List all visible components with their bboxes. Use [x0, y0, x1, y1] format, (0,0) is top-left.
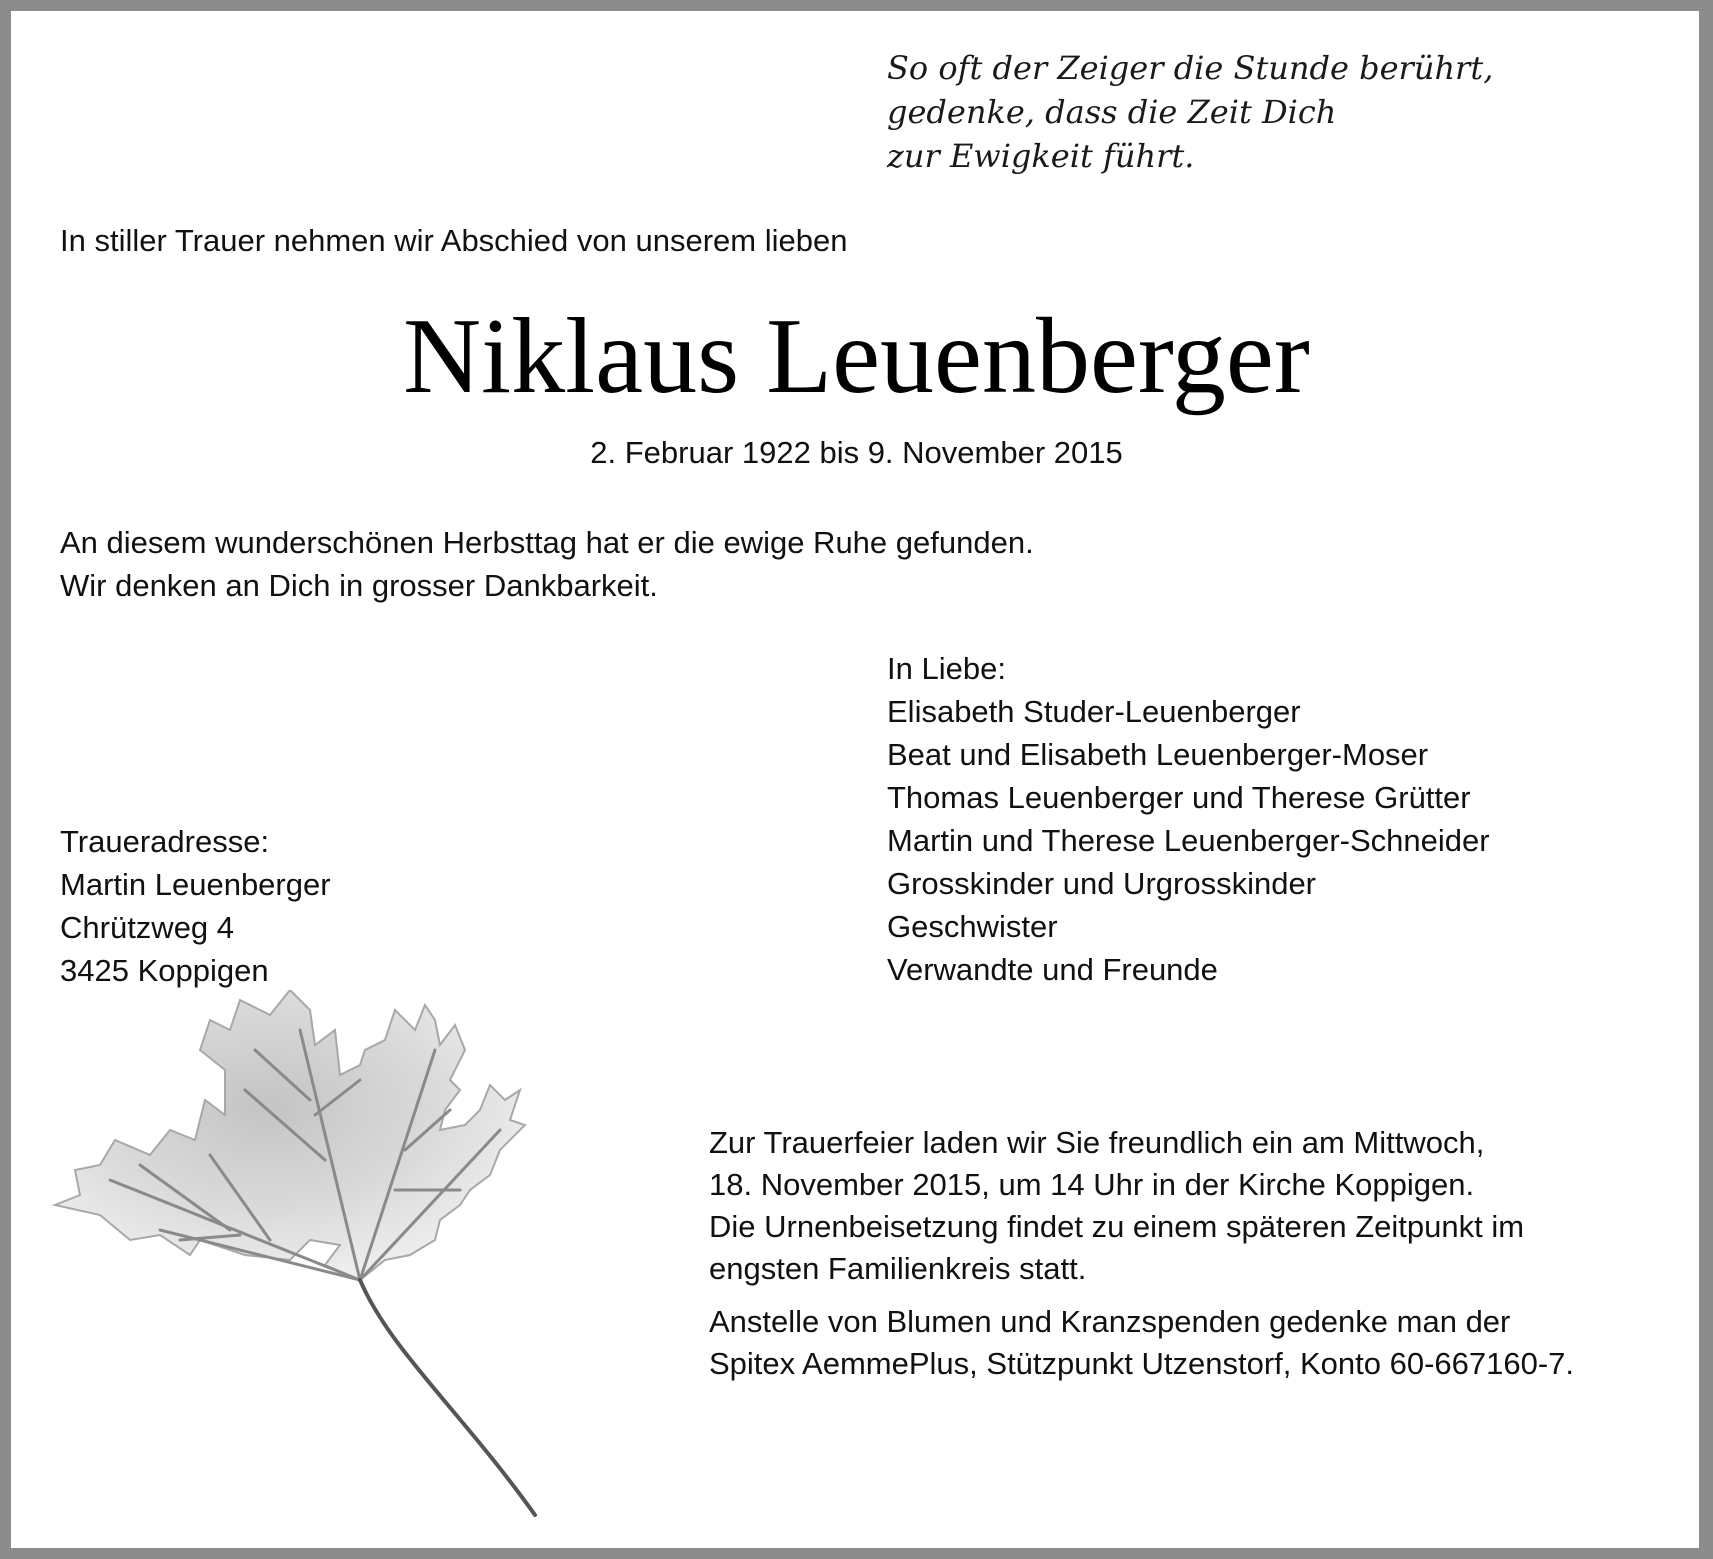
- leaf-blade: [55, 990, 525, 1280]
- maple-leaf-icon: [40, 990, 600, 1530]
- mourners-list: [887, 647, 1490, 991]
- ceremony-line: Zur Trauerfeier laden wir Sie freundlich ein am Mittwoch,: [709, 1125, 1485, 1160]
- donation-line: Anstelle von Blumen und Kranzspenden gedenke man der: [709, 1304, 1511, 1339]
- farewell-message: [60, 521, 1034, 607]
- donation-paragraph: [709, 1301, 1574, 1385]
- leaf-stem: [360, 1280, 535, 1515]
- ceremony-line: engsten Familienkreis statt.: [709, 1251, 1087, 1286]
- address-line: Chrützweg 4: [60, 910, 235, 945]
- mourning-address: [60, 820, 331, 992]
- intro-text: In stiller Trauer nehmen wir Abschied von unserem lieben: [60, 223, 848, 258]
- mourner-name: Martin und Therese Leuenberger-Schneider: [887, 823, 1490, 858]
- memorial-quote: [887, 46, 1493, 178]
- ceremony-paragraph: [709, 1122, 1574, 1290]
- address-line: Martin Leuenberger: [60, 867, 331, 902]
- ceremony-line: 18. November 2015, um 14 Uhr in der Kirche Koppigen.: [709, 1167, 1475, 1202]
- mourner-name: Elisabeth Studer-Leuenberger: [887, 694, 1301, 729]
- donation-line: Spitex AemmePlus, Stützpunkt Utzenstorf, Konto 60-667160-7.: [709, 1346, 1575, 1381]
- deceased-name: Niklaus Leuenberger: [403, 297, 1310, 416]
- message-line: An diesem wunderschönen Herbsttag hat er die ewige Ruhe gefunden.: [60, 525, 1034, 560]
- mourners-heading: In Liebe:: [887, 651, 1006, 686]
- address-line: 3425 Koppigen: [60, 953, 269, 988]
- mourner-name: Verwandte und Freunde: [887, 952, 1218, 987]
- ceremony-line: Die Urnenbeisetzung findet zu einem späteren Zeitpunkt im: [709, 1209, 1525, 1244]
- mourner-name: Geschwister: [887, 909, 1058, 944]
- quote-line: zur Ewigkeit führt.: [887, 137, 1195, 175]
- ceremony-info: [709, 1122, 1574, 1385]
- mourner-name: Thomas Leuenberger und Therese Grütter: [887, 780, 1471, 815]
- mourner-name: Beat und Elisabeth Leuenberger-Moser: [887, 737, 1429, 772]
- quote-line: gedenke, dass die Zeit Dich: [887, 93, 1337, 131]
- address-heading: Traueradresse:: [60, 824, 270, 859]
- quote-line: So oft der Zeiger die Stunde berührt,: [887, 49, 1494, 87]
- life-dates: 2. Februar 1922 bis 9. November 2015: [590, 435, 1123, 470]
- message-line: Wir denken an Dich in grosser Dankbarkeit.: [60, 568, 658, 603]
- mourner-name: Grosskinder und Urgrosskinder: [887, 866, 1317, 901]
